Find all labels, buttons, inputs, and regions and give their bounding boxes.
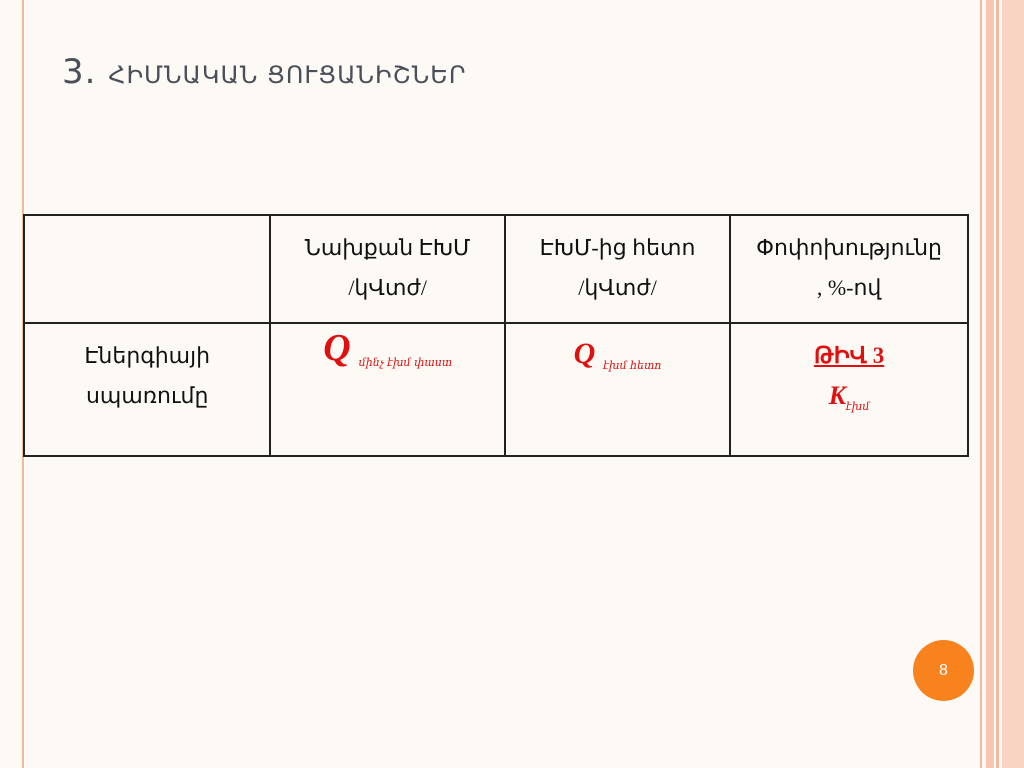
- right-decorative-stripes: [980, 0, 1024, 768]
- table-row: [24, 323, 968, 456]
- slide-title-number: 3.: [62, 52, 97, 92]
- before-value-cell: [270, 323, 504, 456]
- left-decorative-border: [0, 0, 24, 768]
- page-number-badge: 8: [913, 640, 974, 701]
- change-formula: $K_{էխմ}$: [828, 381, 870, 413]
- header-change: Փոփոխությունը , %-ով: [730, 215, 968, 323]
- header-before: Նախքան ԷԽՄ /կՎտժ/: [270, 215, 504, 323]
- row-label: Էներգիայի սպառումը: [24, 323, 270, 456]
- before-formula: Q $_{մինչ էխմ փաստ}$: [323, 327, 453, 369]
- slide-title: [62, 52, 467, 92]
- header-after: ԷԽՄ-ից հետո /կՎտժ/: [505, 215, 730, 323]
- change-value-cell: [730, 323, 968, 456]
- after-formula: Q $_{էխմ հետո}$: [573, 337, 662, 372]
- header-empty-cell: [24, 215, 270, 323]
- table-reference-link[interactable]: ԹԻՎ 3: [813, 343, 885, 368]
- slide-title-text: ՀԻՄՆԱԿԱՆ ՑՈՒՑԱՆԻՇՆԵՐ: [108, 61, 467, 89]
- after-value-cell: [505, 323, 730, 456]
- indicators-table: [23, 214, 969, 457]
- table-header-row: [24, 215, 968, 323]
